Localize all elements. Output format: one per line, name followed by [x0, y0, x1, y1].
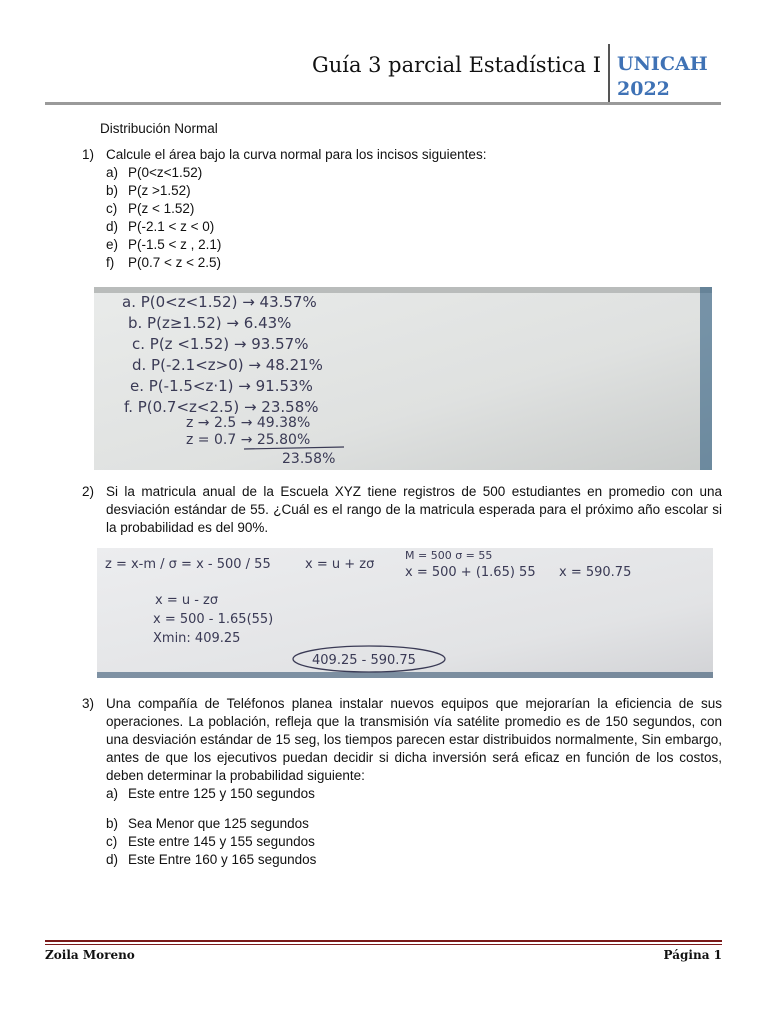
list-item [106, 182, 722, 200]
hand-line: z = x-m / σ = x - 500 / 55 [105, 557, 271, 572]
brand-year: 2022 [617, 78, 670, 100]
question-3 [82, 695, 722, 869]
question-number: 3) [82, 696, 95, 711]
hand-line: x = 500 + (1.65) 55 [405, 565, 536, 580]
list-item [106, 236, 722, 254]
list-item [106, 218, 722, 236]
list-item [106, 785, 722, 803]
question-number: 2) [82, 484, 95, 499]
hand-line: M = 500 σ = 55 [405, 549, 493, 562]
item-text: P(z >1.52) [128, 183, 191, 198]
item-text: Sea Menor que 125 segundos [128, 816, 309, 831]
footer-author: Zoila Moreno [45, 948, 135, 962]
list-item [106, 851, 722, 869]
hand-line: Xmin: 409.25 [153, 631, 241, 646]
hand-line: x = u - zσ [155, 593, 219, 608]
handwritten-answer-photo-2 [97, 548, 713, 678]
hand-line: 23.58% [282, 451, 336, 467]
question-text: Una compañía de Teléfonos planea instalar nuevos equipos que mejorarían la eficiencia de sus operaciones. La población, refleja que la transmisión vía satélite promedio es de 150 segundos, con una desviación estándar de 15 seg, los tiempos parecen estar distribuidos normalmente, Sin embargo, antes de que los ejecutivos puedan decidir si dicha inversión será eficaz en función de los costos, deben determinar la probabilidad siguiente: [106, 696, 722, 783]
question-text: Si la matricula anual de la Escuela XYZ tiene registros de 500 estudiantes en promedio con una desviación estándar de 55. ¿Cuál es el rango de la matricula esperada para el próximo año escolar si la probabilidad es del 90%. [106, 484, 722, 535]
hand-line: a. P(0<z<1.52) → 43.57% [122, 293, 317, 311]
question-number: 1) [82, 147, 95, 162]
item-letter: b) [106, 816, 119, 831]
section-title: Distribución Normal [100, 121, 218, 136]
document-body-2 [82, 483, 722, 537]
item-letter: e) [106, 237, 119, 252]
document-title: Guía 3 parcial Estadística I [311, 53, 601, 77]
item-text: P(0<z<1.52) [128, 165, 203, 180]
item-text: P(-2.1 < z < 0) [128, 219, 215, 234]
hand-line: z → 2.5 → 49.38% [186, 415, 311, 431]
list-item [106, 833, 722, 851]
question-items [106, 815, 722, 869]
hand-line: x = u + zσ [305, 557, 375, 572]
item-letter: b) [106, 183, 119, 198]
item-text: P(-1.5 < z , 2.1) [128, 237, 222, 252]
item-letter: a) [106, 165, 119, 180]
item-text: P(z < 1.52) [128, 201, 195, 216]
question-items [106, 785, 722, 803]
question-text: Calcule el área bajo la curva normal para los incisos siguientes: [106, 147, 487, 162]
item-letter: d) [106, 852, 119, 867]
hand-line: b. P(z≥1.52) → 6.43% [128, 314, 292, 332]
item-text: Este Entre 160 y 165 segundos [128, 852, 317, 867]
item-letter: a) [106, 786, 119, 801]
question-items [106, 164, 722, 272]
header-rule [45, 102, 721, 105]
document-body [82, 120, 722, 272]
footer-page-number: Página 1 [663, 948, 722, 962]
brand-name: UNICAH [617, 53, 708, 75]
document-body-3 [82, 695, 722, 869]
question-2 [82, 483, 722, 537]
header-divider [608, 44, 610, 104]
hand-line: f. P(0.7<z<2.5) → 23.58% [124, 398, 319, 416]
item-text: P(0.7 < z < 2.5) [128, 255, 222, 270]
list-item [106, 164, 722, 182]
item-text: Este entre 145 y 155 segundos [128, 834, 315, 849]
hand-line: x = 590.75 [559, 565, 632, 580]
item-text: Este entre 125 y 150 segundos [128, 786, 315, 801]
item-letter: d) [106, 219, 119, 234]
hand-line: x = 500 - 1.65(55) [153, 612, 274, 627]
list-item [106, 200, 722, 218]
list-item [106, 815, 722, 833]
brand-block [617, 52, 708, 102]
hand-line: 409.25 - 590.75 [312, 653, 416, 668]
item-letter: f) [106, 255, 115, 270]
footer-rule [45, 940, 722, 942]
item-letter: c) [106, 834, 118, 849]
list-item [106, 254, 722, 272]
hand-line: e. P(-1.5<z·1) → 91.53% [130, 377, 313, 395]
item-letter: c) [106, 201, 118, 216]
page-header [45, 44, 721, 104]
hand-line: c. P(z <1.52) → 93.57% [132, 335, 309, 353]
question-1 [82, 146, 722, 272]
footer-rule-thin [45, 944, 722, 945]
hand-line: d. P(-2.1<z>0) → 48.21% [132, 356, 323, 374]
hand-line: z = 0.7 → 25.80% [186, 432, 311, 448]
handwritten-answer-photo-1 [94, 287, 712, 470]
